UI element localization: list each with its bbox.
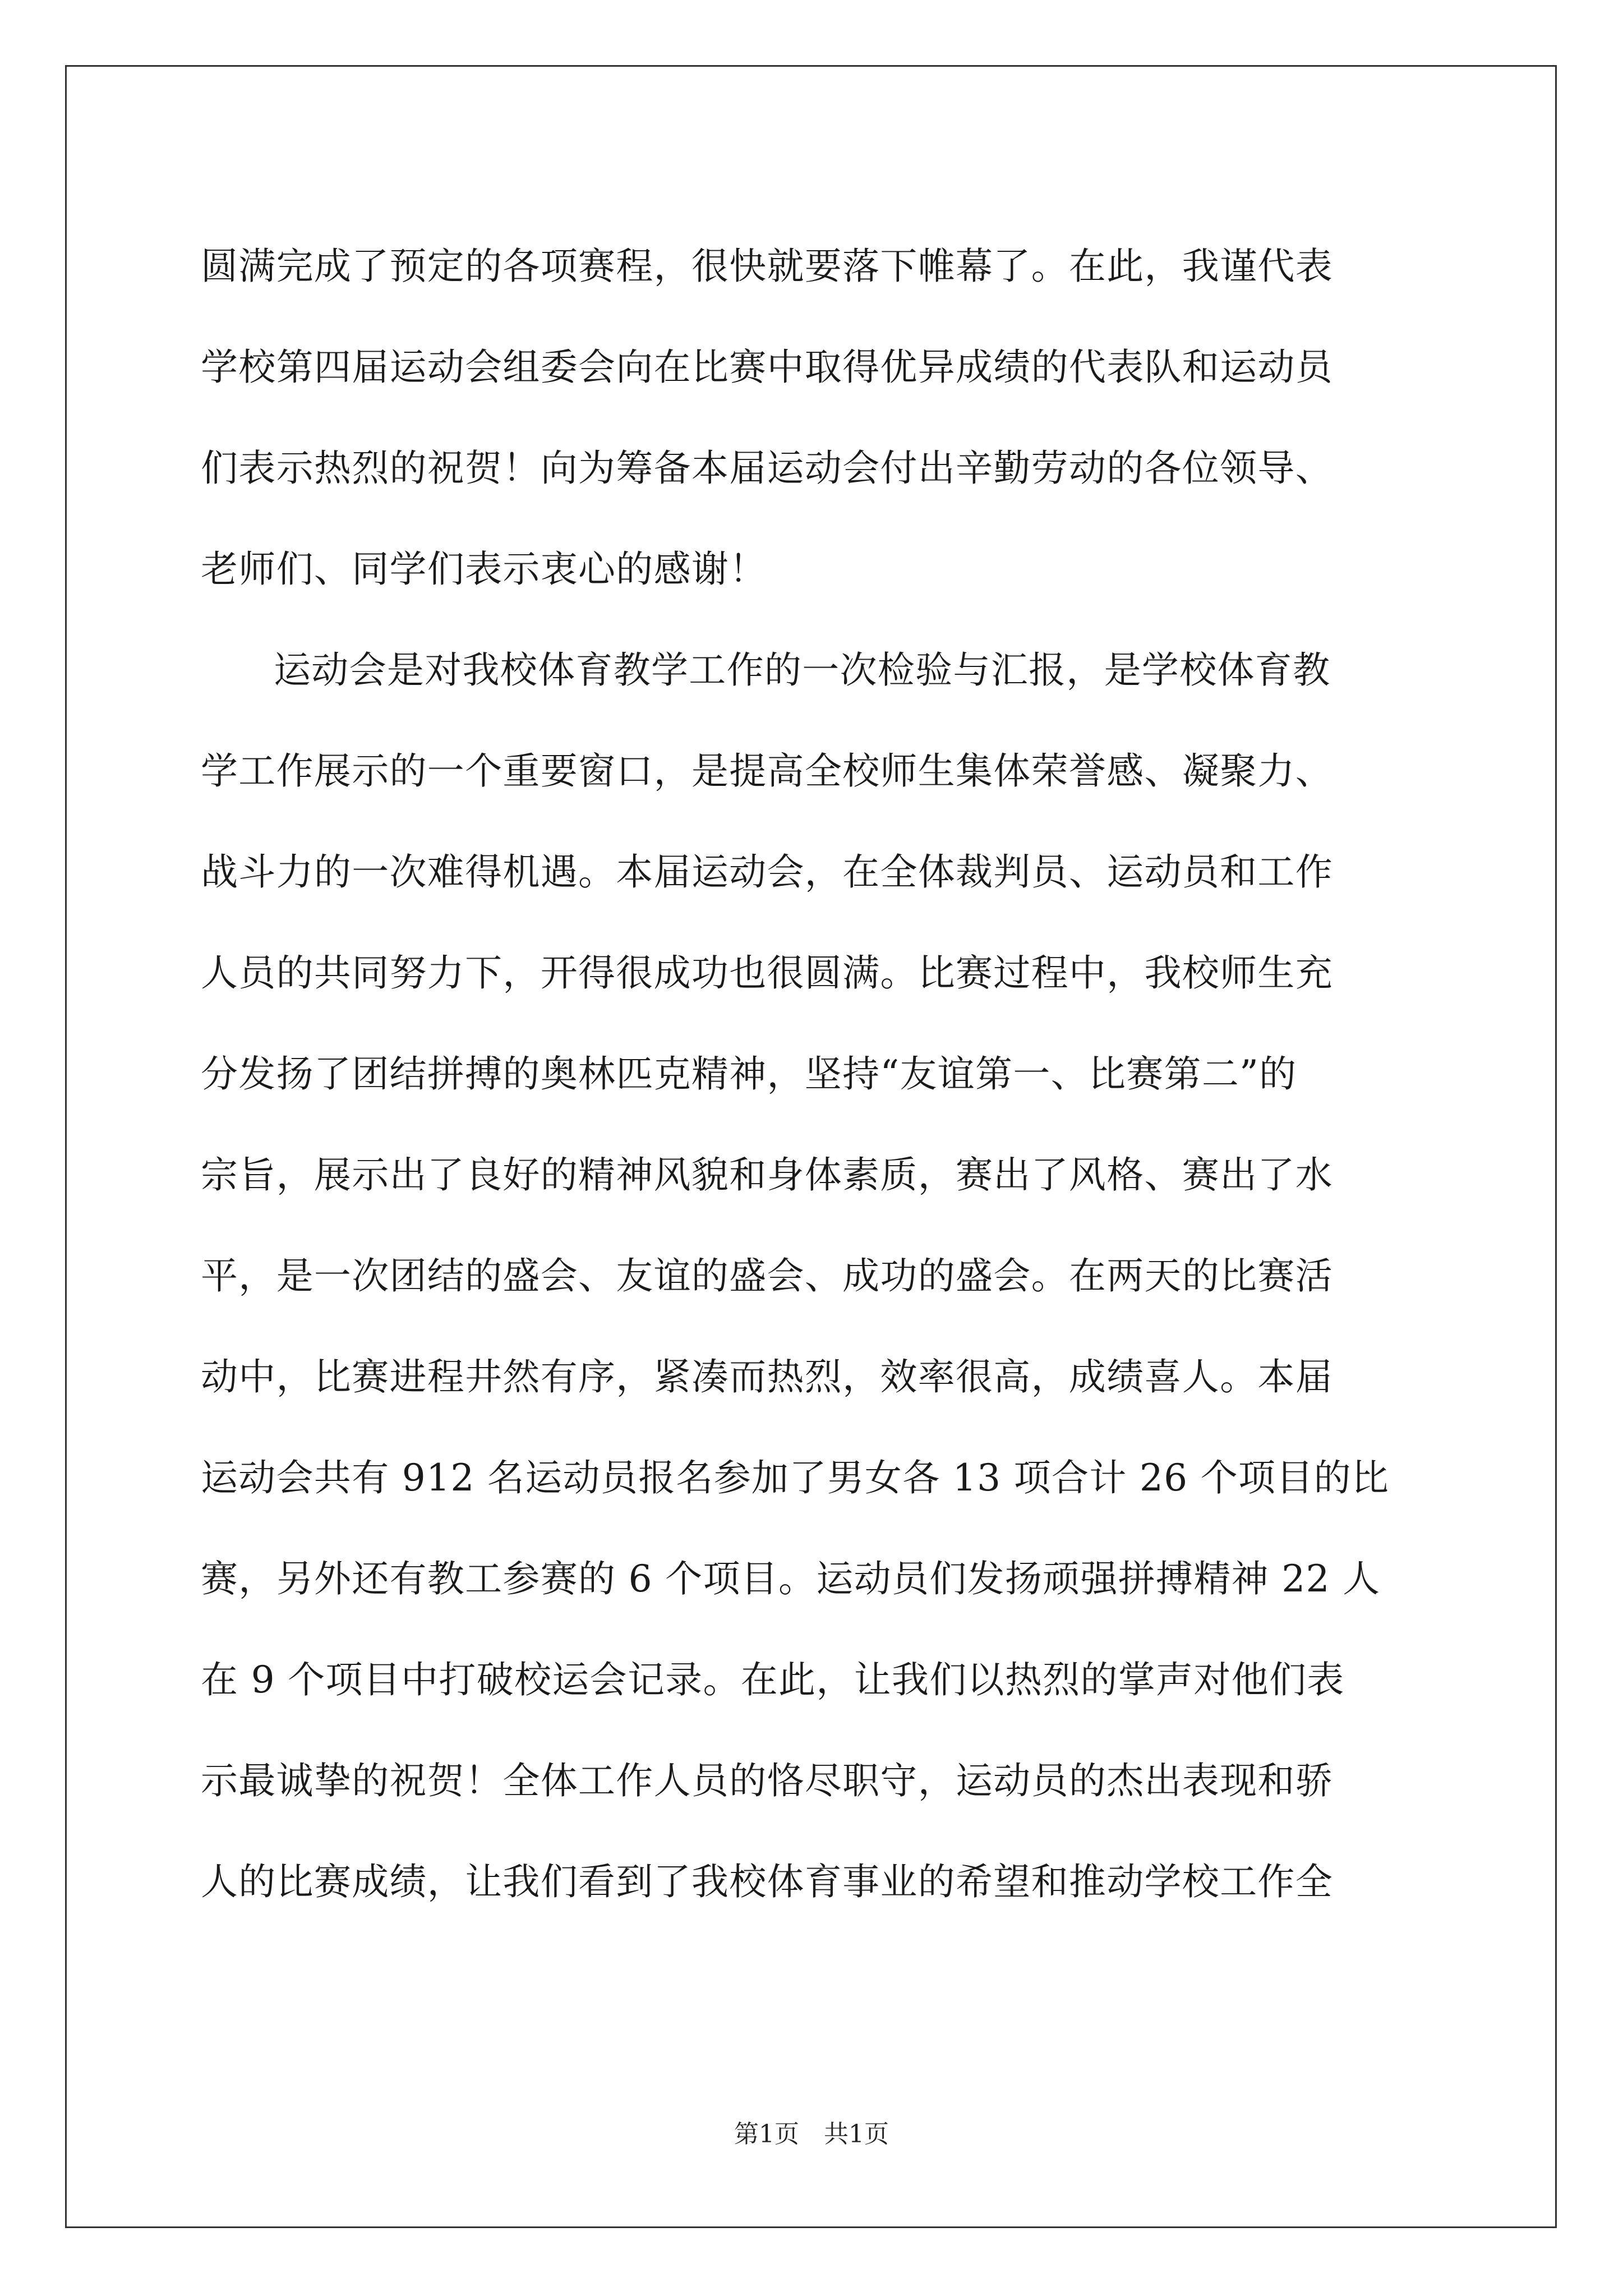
text-line: 分发扬了团结拼搏的奥林匹克精神，坚持“友谊第一、比赛第二”的 (201, 1052, 1297, 1096)
text-line: 运动会共有 912 名运动员报名参加了男女各 13 项合计 26 个项目的比 (201, 1456, 1390, 1499)
text-line: 学校第四届运动会组委会向在比赛中取得优异成绩的代表队和运动员 (201, 346, 1333, 389)
text-line: 们表示热烈的祝贺！向为筹备本届运动会付出辛勤劳动的各位领导、 (201, 447, 1333, 490)
text-line: 战斗力的一次难得机遇。本届运动会，在全体裁判员、运动员和工作 (201, 850, 1333, 894)
text-line: 动中，比赛进程井然有序，紧凑而热烈，效率很高，成绩喜人。本届 (201, 1355, 1333, 1398)
text-line: 学工作展示的一个重要窗口，是提高全校师生集体荣誉感、凝聚力、 (201, 749, 1333, 793)
text-line: 圆满完成了预定的各项赛程，很快就要落下帷幕了。在此，我谨代表 (201, 245, 1333, 288)
text-line: 在 9 个项目中打破校运会记录。在此，让我们以热烈的掌声对他们表 (201, 1658, 1345, 1701)
document-body (201, 216, 1426, 1932)
text-line: 人的比赛成绩，让我们看到了我校体育事业的希望和推动学校工作全 (201, 1860, 1333, 1903)
text-line: 平，是一次团结的盛会、友谊的盛会、成功的盛会。在两天的比赛活 (201, 1254, 1333, 1297)
text-line: 赛，另外还有教工参赛的 6 个项目。运动员们发扬顽强拼搏精神 22 人 (201, 1557, 1381, 1600)
text-line: 运动会是对我校体育教学工作的一次检验与汇报，是学校体育教 (274, 648, 1331, 692)
text-line: 示最诚挚的祝贺！全体工作人员的恪尽职守，运动员的杰出表现和骄 (201, 1759, 1333, 1802)
page-number-footer: 第1页 共1页 (734, 2120, 889, 2148)
text-line: 人员的共同努力下，开得很成功也很圆满。比赛过程中，我校师生充 (201, 951, 1333, 995)
text-line: 宗旨，展示出了良好的精神风貌和身体素质，赛出了风格、赛出了水 (201, 1153, 1333, 1197)
text-line: 老师们、同学们表示衷心的感谢！ (201, 547, 767, 591)
